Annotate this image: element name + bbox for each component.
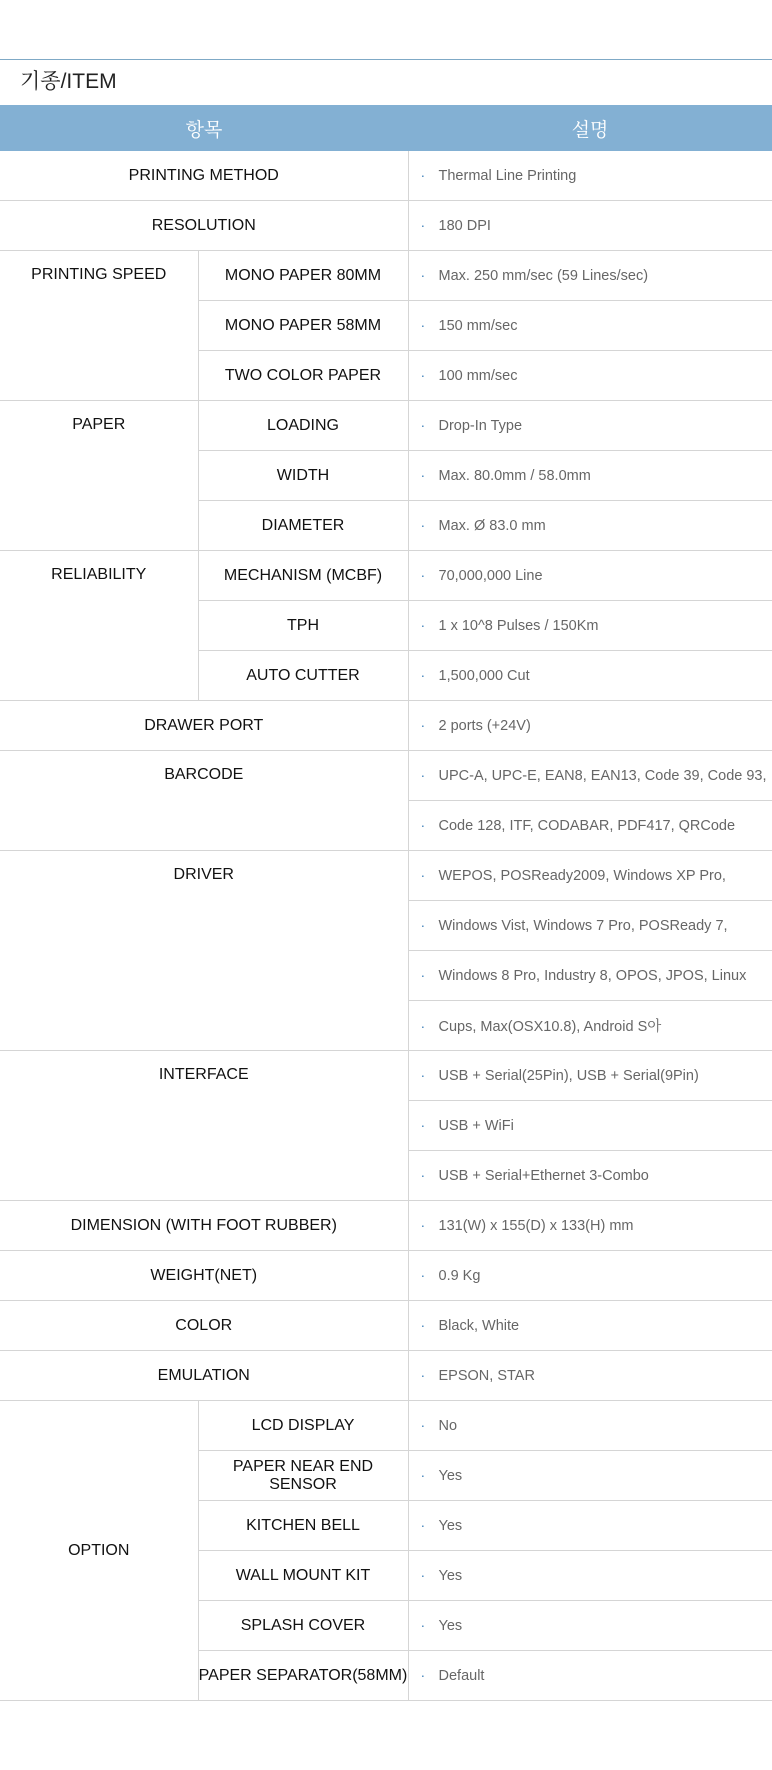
- bullet-icon: ·: [420, 1517, 426, 1533]
- row-value: · USB + WiFi: [408, 1101, 772, 1151]
- table-row: [0, 1301, 772, 1351]
- table-row: [0, 1351, 772, 1401]
- bullet-icon: ·: [420, 1018, 426, 1034]
- row-value: · Max. 250 mm/sec (59 Lines/sec): [408, 251, 772, 301]
- bullet-icon: ·: [420, 567, 426, 583]
- row-label: OPTION: [0, 1401, 198, 1701]
- row-value: · Default: [408, 1651, 772, 1701]
- bullet-icon: ·: [420, 1417, 426, 1433]
- bullet-icon: ·: [420, 617, 426, 633]
- table-row: [0, 851, 772, 901]
- row-value: · Windows Vist, Windows 7 Pro, POSReady 7,: [408, 901, 772, 951]
- row-label: RELIABILITY: [0, 551, 198, 701]
- table-row: [0, 551, 772, 601]
- bullet-icon: ·: [420, 1117, 426, 1133]
- row-value: · Drop-In Type: [408, 401, 772, 451]
- row-label: PAPER: [0, 401, 198, 551]
- row-label: RESOLUTION: [0, 201, 408, 251]
- header-item: 항목: [0, 105, 408, 151]
- row-value: · Code 128, ITF, CODABAR, PDF417, QRCode: [408, 801, 772, 851]
- bullet-icon: ·: [420, 417, 426, 433]
- row-label: DRAWER PORT: [0, 701, 408, 751]
- row-value: · Windows 8 Pro, Industry 8, OPOS, JPOS, Linux: [408, 951, 772, 1001]
- row-label: EMULATION: [0, 1351, 408, 1401]
- table-header: [0, 105, 772, 151]
- bullet-icon: ·: [420, 1567, 426, 1583]
- row-value: · 70,000,000 Line: [408, 551, 772, 601]
- bullet-icon: ·: [420, 467, 426, 483]
- row-value: · Yes: [408, 1601, 772, 1651]
- row-value: · EPSON, STAR: [408, 1351, 772, 1401]
- row-value: · USB + Serial+Ethernet 3-Combo: [408, 1151, 772, 1201]
- row-value: · 131(W) x 155(D) x 133(H) mm: [408, 1201, 772, 1251]
- bullet-icon: ·: [420, 767, 426, 783]
- bullet-icon: ·: [420, 367, 426, 383]
- table-row: [0, 701, 772, 751]
- sub-label: LCD DISPLAY: [198, 1401, 408, 1451]
- sub-label: MECHANISM (MCBF): [198, 551, 408, 601]
- row-value: · 0.9 Kg: [408, 1251, 772, 1301]
- sub-label: PAPER NEAR END SENSOR: [198, 1451, 408, 1501]
- bullet-icon: ·: [420, 1617, 426, 1633]
- row-label: BARCODE: [0, 751, 408, 851]
- sub-label: DIAMETER: [198, 501, 408, 551]
- bullet-icon: ·: [420, 1317, 426, 1333]
- table-row: [0, 1251, 772, 1301]
- header-desc: 설명: [408, 105, 772, 151]
- row-label: DRIVER: [0, 851, 408, 1051]
- bullet-icon: ·: [420, 167, 426, 183]
- bullet-icon: ·: [420, 667, 426, 683]
- row-value: · Max. Ø 83.0 mm: [408, 501, 772, 551]
- row-value: · 1 x 10^8 Pulses / 150Km: [408, 601, 772, 651]
- table-row: [0, 1051, 772, 1101]
- sub-label: TWO COLOR PAPER: [198, 351, 408, 401]
- row-value: · No: [408, 1401, 772, 1451]
- row-value: · USB + Serial(25Pin), USB + Serial(9Pin): [408, 1051, 772, 1101]
- table-row: [0, 751, 772, 801]
- bullet-icon: ·: [420, 967, 426, 983]
- table-row: [0, 401, 772, 451]
- row-value: · Yes: [408, 1551, 772, 1601]
- sub-label: AUTO CUTTER: [198, 651, 408, 701]
- bullet-icon: ·: [420, 817, 426, 833]
- table-row: [0, 251, 772, 301]
- bullet-icon: ·: [420, 1367, 426, 1383]
- bullet-icon: ·: [420, 1217, 426, 1233]
- bullet-icon: ·: [420, 717, 426, 733]
- row-value: · Yes: [408, 1451, 772, 1501]
- bullet-icon: ·: [420, 1067, 426, 1083]
- bullet-icon: ·: [420, 1167, 426, 1183]
- bullet-icon: ·: [420, 217, 426, 233]
- sub-label: TPH: [198, 601, 408, 651]
- row-label: COLOR: [0, 1301, 408, 1351]
- table-row: [0, 1201, 772, 1251]
- sub-label: SPLASH COVER: [198, 1601, 408, 1651]
- bullet-icon: ·: [420, 917, 426, 933]
- table-row: [0, 201, 772, 251]
- row-label: DIMENSION (WITH FOOT RUBBER): [0, 1201, 408, 1251]
- top-divider: [0, 59, 772, 60]
- row-label: WEIGHT(NET): [0, 1251, 408, 1301]
- bullet-icon: ·: [420, 317, 426, 333]
- row-value: · 180 DPI: [408, 201, 772, 251]
- row-value: · 100 mm/sec: [408, 351, 772, 401]
- row-label: INTERFACE: [0, 1051, 408, 1201]
- sub-label: WIDTH: [198, 451, 408, 501]
- sub-label: KITCHEN BELL: [198, 1501, 408, 1551]
- section-title: 기종/ITEM: [20, 70, 117, 93]
- sub-label: MONO PAPER 58MM: [198, 301, 408, 351]
- row-value: · Thermal Line Printing: [408, 151, 772, 201]
- table-row: [0, 1401, 772, 1451]
- bullet-icon: ·: [420, 517, 426, 533]
- bullet-icon: ·: [420, 867, 426, 883]
- bullet-icon: ·: [420, 267, 426, 283]
- row-value: · 1,500,000 Cut: [408, 651, 772, 701]
- spec-table: [0, 105, 772, 1701]
- bullet-icon: ·: [420, 1267, 426, 1283]
- bullet-icon: ·: [420, 1667, 426, 1683]
- sub-label: LOADING: [198, 401, 408, 451]
- row-value: · Max. 80.0mm / 58.0mm: [408, 451, 772, 501]
- bullet-icon: ·: [420, 1467, 426, 1483]
- row-value: · Yes: [408, 1501, 772, 1551]
- sub-label: MONO PAPER 80MM: [198, 251, 408, 301]
- row-value: · WEPOS, POSReady2009, Windows XP Pro,: [408, 851, 772, 901]
- row-value: · Cups, Max(OSX10.8), Android S아: [408, 1001, 772, 1051]
- row-value: · 2 ports (+24V): [408, 701, 772, 751]
- table-row: [0, 151, 772, 201]
- row-value: · UPC-A, UPC-E, EAN8, EAN13, Code 39, Code 93,: [408, 751, 772, 801]
- row-label: PRINTING METHOD: [0, 151, 408, 201]
- sub-label: PAPER SEPARATOR(58MM): [198, 1651, 408, 1701]
- sub-label: WALL MOUNT KIT: [198, 1551, 408, 1601]
- row-value: · Black, White: [408, 1301, 772, 1351]
- row-value: · 150 mm/sec: [408, 301, 772, 351]
- row-label: PRINTING SPEED: [0, 251, 198, 401]
